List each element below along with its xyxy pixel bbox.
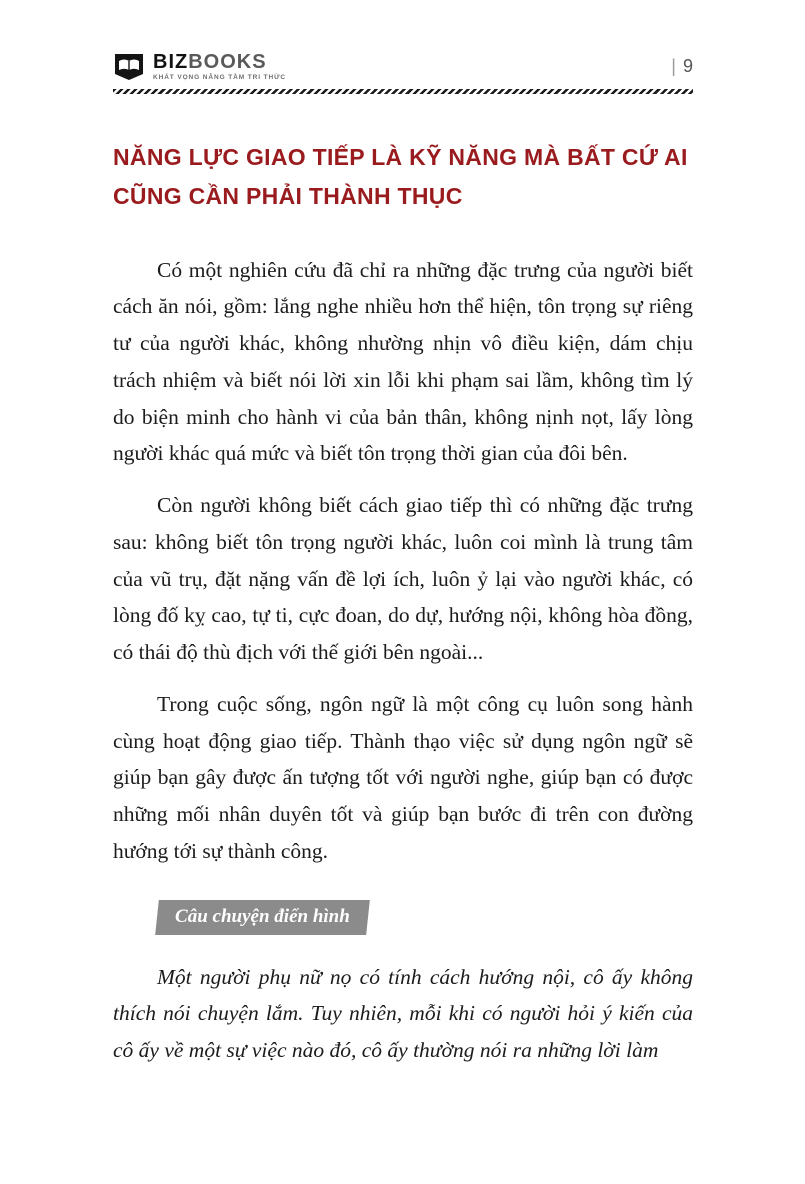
header-divider (113, 89, 693, 94)
publisher-tagline: KHÁT VỌNG NÂNG TẦM TRI THỨC (153, 74, 286, 81)
story-paragraph: Một người phụ nữ nọ có tính cách hướng nội, cô ấy không thích nói chuyện lắm. Tuy nhiên, mỗi khi có người hỏi ý kiến của cô ấy về một sự việc nào đó, cô ấy thường nói ra những lời làm (113, 964, 693, 1063)
story-badge-label: Câu chuyện điển hình (175, 905, 350, 927)
chapter-title: NĂNG LỰC GIAO TIẾP LÀ KỸ NĂNG MÀ BẤT CỨ AI CŨNG CẦN PHẢI THÀNH THỤC (113, 143, 688, 209)
body-paragraph: Trong cuộc sống, ngôn ngữ là một công cụ luôn song hành cùng hoạt động giao tiếp. Thành thạo việc sử dụng ngôn ngữ sẽ giúp bạn gây được ấn tượng tốt với người nghe, giúp bạn có được những mối nhân duyên tốt và giúp bạn bước đi trên con đường hướng tới sự thành công. (113, 691, 693, 863)
bizbooks-logo-icon (113, 53, 145, 81)
body-paragraph: Còn người không biết cách giao tiếp thì có những đặc trưng sau: không biết tôn trọng người khác, luôn coi mình là trung tâm của vũ trụ, đặt nặng vấn đề lợi ích, luôn ỷ lại vào người khác, có lòng đố kỵ cao, tự ti, cực đoan, do dự, hướng nội, không hòa đồng, có thái độ thù địch với thế giới bên ngoài... (113, 493, 693, 665)
publisher-name-block (153, 52, 286, 82)
publisher-name-books: BOOKS (188, 51, 267, 73)
page-number-value: 9 (682, 56, 693, 77)
page-number (671, 56, 693, 77)
body-paragraph: Có một nghiên cứu đã chỉ ra những đặc trưng của người biết cách ăn nói, gồm: lắng nghe nhiều hơn thể hiện, tôn trọng sự riêng tư của người khác, không nhường nhịn vô điều kiện, dám chịu trách nhiệm và biết nói lời xin lỗi khi phạm sai lầm, không tìm lý do biện minh cho hành vi của bản thân, không nịnh nọt, lấy lòng người khác quá mức và biết tôn trọng thời gian của đôi bên. (113, 257, 693, 466)
page-number-separator: | (671, 56, 676, 77)
publisher-name (153, 52, 286, 72)
publisher-logo (113, 52, 286, 82)
story-badge-row (157, 900, 693, 935)
page-header (113, 52, 693, 82)
publisher-name-biz: BIZ (153, 51, 189, 73)
story-badge (155, 900, 369, 935)
